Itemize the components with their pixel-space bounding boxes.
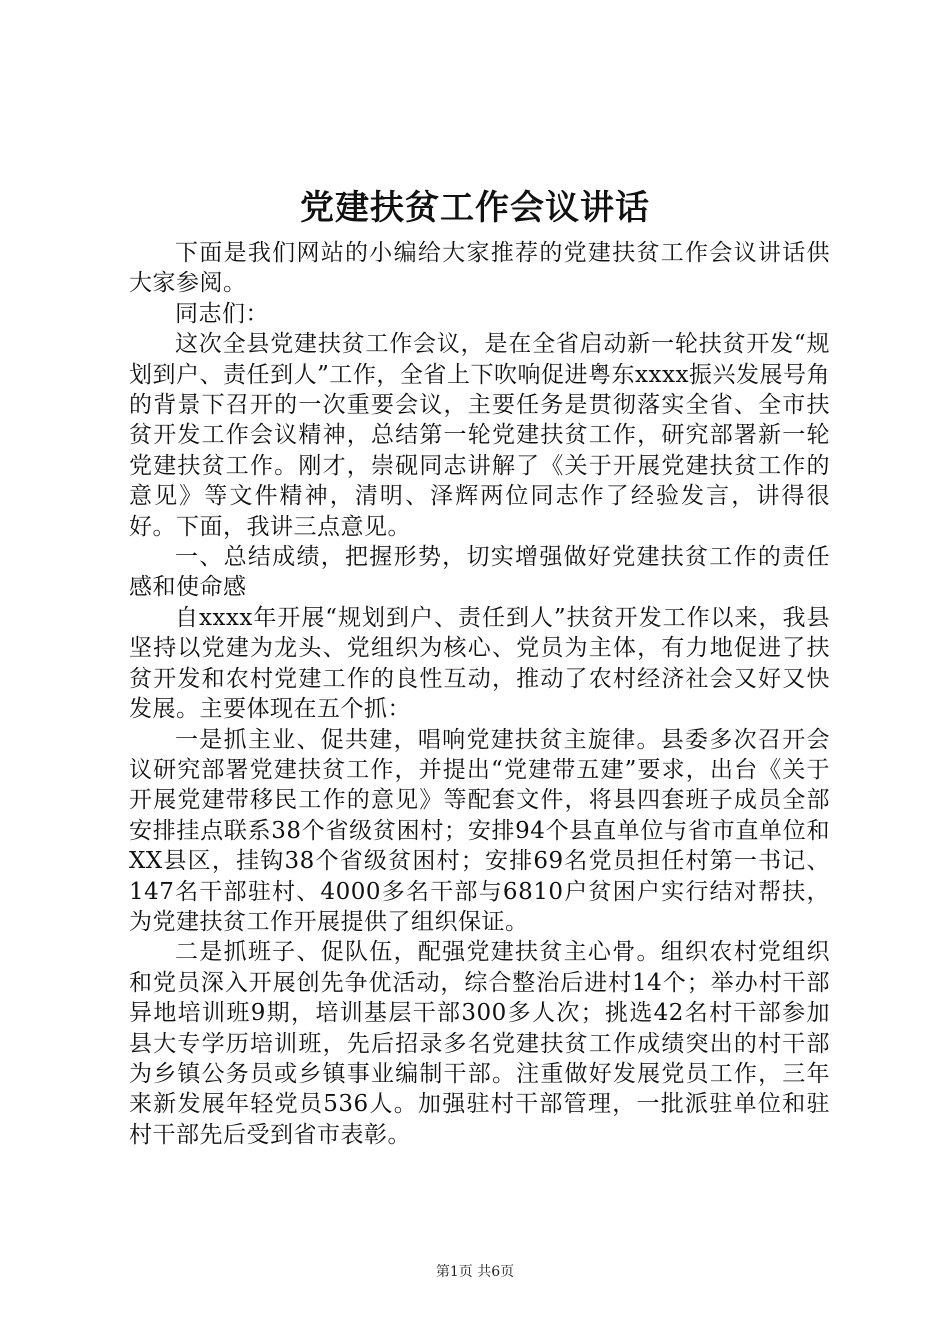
document-body: [129, 238, 830, 1150]
summary-paragraph: 自xxxx年开展“规划到户、责任到人”扶贫开发工作以来，我县坚持以党建为龙头、党组织为核心、党员为主体，有力地促进了扶贫开发和农村党建工作的良性互动，推动了农村经济社会又好又快发展。主要体现在五个抓：: [129, 604, 830, 723]
salutation-paragraph: 同志们：: [175, 300, 269, 327]
document-title: 党建扶贫工作会议讲话: [300, 188, 650, 228]
intro-paragraph: 下面是我们网站的小编给大家推荐的党建扶贫工作会议讲话供大家参阅。: [129, 240, 830, 297]
opening-paragraph: 这次全县党建扶贫工作会议，是在全省启动新一轮扶贫开发“规划到户、责任到人”工作，全省上下吹响促进粤东xxxx振兴发展号角的背景下召开的一次重要会议，主要任务是贯彻落实全省、全市扶贫开发工作会议精神，总结第一轮党建扶贫工作，研究部署新一轮党建扶贫工作。刚才，崇砚同志讲解了《关于开展党建扶贫工作的意见》等文件精神，清明、泽辉两位同志作了经验发言，讲得很好。下面，我讲三点意见。: [129, 331, 830, 540]
page-number-footer: 第1页 共6页: [435, 1264, 515, 1280]
point-2-paragraph: 二是抓班子、促队伍，配强党建扶贫主心骨。组织农村党组织和党员深入开展创先争优活动，综合整治后进村14个；举办村干部异地培训班9期，培训基层干部300多人次；挑选42名村干部参加县大专学历培训班，先后招录多名党建扶贫工作成绩突出的村干部为乡镇公务员或乡镇事业编制干部。注重做好发展党员工作，三年来新发展年轻党员536人。加强驻村干部管理，一批派驻单位和驻村干部先后受到省市表彰。: [129, 939, 830, 1148]
point-1-paragraph: 一是抓主业、促共建，唱响党建扶贫主旋律。县委多次召开会议研究部署党建扶贫工作，并提出“党建带五建”要求，出台《关于开展党建带移民工作的意见》等配套文件，将县四套班子成员全部安排挂点联系38个省级贫困村；安排94个县直单位与省市直单位和XX县区，挂钩38个省级贫困村；安排69名党员担任村第一书记、147名干部驻村、4000多名干部与6810户贫困户实行结对帮扶，为党建扶贫工作开展提供了组织保证。: [129, 726, 830, 935]
section-heading-1: 一、总结成绩，把握形势，切实增强做好党建扶贫工作的责任感和使命感: [129, 544, 830, 601]
